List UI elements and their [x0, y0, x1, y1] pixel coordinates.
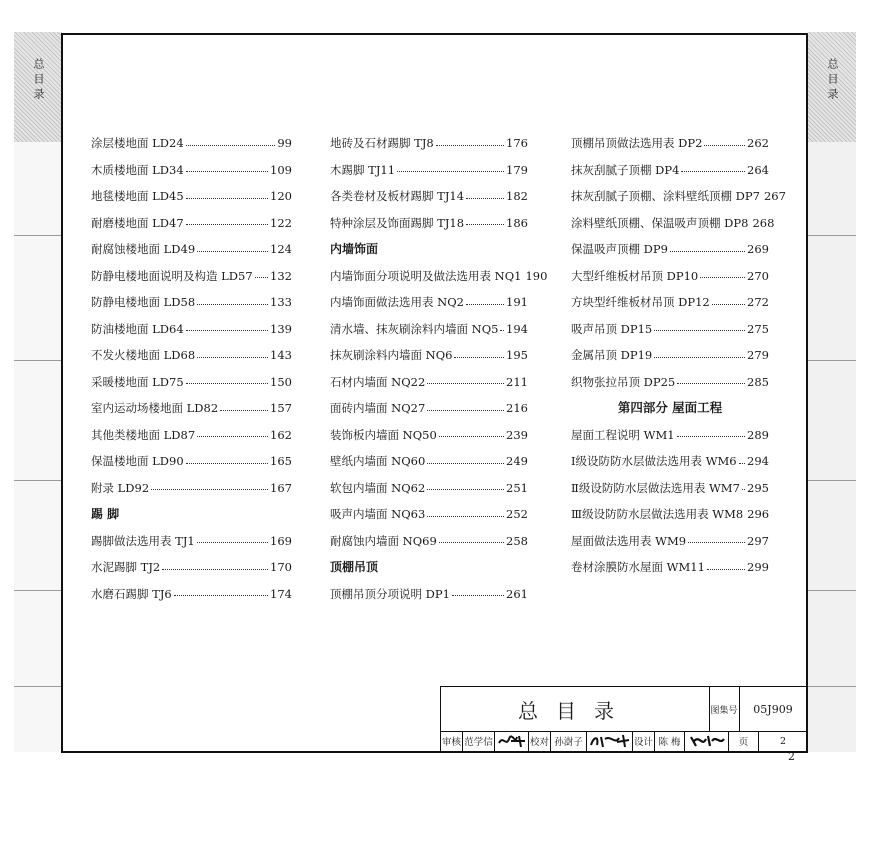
- toc-entry: [330, 501, 528, 528]
- toc-leader-dots: [427, 489, 504, 490]
- toc-leader-dots: [174, 595, 268, 596]
- toc-entry-page: 132: [270, 268, 292, 283]
- toc-leader-dots: [186, 198, 268, 199]
- toc-entry: [330, 475, 528, 502]
- toc-entry-page: 174: [270, 586, 292, 601]
- toc-entry-title: 清水墙、抹灰刷涂料内墙面 NQ5: [330, 321, 499, 336]
- toc-entry: [91, 130, 292, 157]
- toc-leader-dots: [439, 542, 504, 543]
- toc-entry-page: 120: [270, 189, 292, 203]
- toc-leader-dots: [186, 171, 268, 172]
- toc-leader-dots: [197, 304, 268, 305]
- toc-leader-dots: [220, 410, 268, 411]
- toc-entry: [330, 528, 528, 555]
- design-label: 设计: [633, 731, 655, 751]
- toc-leader-dots: [704, 145, 745, 146]
- toc-leader-dots: [439, 436, 504, 437]
- toc-entry-page: 167: [270, 480, 292, 495]
- title-block-top-row: [441, 687, 807, 732]
- toc-entry-title: 织物张拉吊顶 DP25: [571, 374, 676, 389]
- toc-entry-page: 165: [270, 454, 292, 468]
- toc-entry: [571, 130, 769, 157]
- toc-entry-page: 239: [506, 427, 528, 442]
- designer-signature: [685, 731, 729, 751]
- toc-entry-page: 264: [747, 162, 769, 177]
- toc-entry-page: 122: [270, 215, 292, 230]
- toc-entry: [571, 157, 769, 184]
- toc-leader-dots: [397, 171, 504, 172]
- toc-entry-page: 296: [747, 507, 770, 521]
- toc-entry-page: 170: [270, 560, 292, 574]
- toc-leader-dots: [151, 489, 268, 490]
- toc-entry: [571, 316, 769, 343]
- toc-entry-page: 251: [506, 480, 528, 495]
- toc-entry-title: 防静电楼地面 LD58: [91, 295, 196, 309]
- toc-entry-page: 297: [747, 533, 769, 548]
- section-heading: 踢 脚: [91, 507, 120, 521]
- sheet-title: 总目录: [441, 687, 710, 731]
- toc-leader-dots: [677, 383, 745, 384]
- left-tick: [14, 235, 62, 236]
- toc-entry-page: 162: [270, 427, 292, 442]
- toc-entry: [330, 422, 528, 449]
- toc-column-1: [91, 130, 292, 607]
- toc-entry: [571, 475, 769, 502]
- toc-entry: [330, 263, 548, 290]
- toc-leader-dots: [186, 383, 268, 384]
- toc-entry-page: 267: [763, 189, 786, 203]
- toc-leader-dots: [688, 542, 745, 543]
- right-tick: [808, 686, 856, 687]
- toc-entry-page: 150: [270, 374, 292, 389]
- toc-entry-page: 143: [270, 348, 292, 362]
- toc-leader-dots: [654, 330, 745, 331]
- toc-entry: [330, 130, 528, 157]
- toc-leader-dots: [700, 277, 745, 278]
- toc-entry: [91, 342, 292, 369]
- right-side-tab: [808, 32, 856, 142]
- toc-leader-dots: [436, 145, 504, 146]
- toc-entry: [571, 289, 769, 316]
- toc-leader-dots: [454, 357, 504, 358]
- toc-leader-dots: [186, 224, 268, 225]
- toc-leader-dots: [197, 251, 268, 252]
- toc-entry-page: 216: [506, 401, 528, 415]
- toc-entry: [330, 448, 528, 475]
- toc-leader-dots: [186, 463, 268, 464]
- toc-entry: [91, 422, 292, 449]
- checker-name: 孙澍子: [551, 731, 587, 751]
- toc-entry-title: 水磨石踢脚 TJ6: [91, 586, 172, 601]
- toc-entry: [330, 581, 528, 608]
- toc-entry: [330, 395, 528, 422]
- toc-entry: [330, 289, 528, 316]
- toc-entry: [91, 316, 292, 343]
- toc-entry: [330, 342, 528, 369]
- toc-leader-dots: [427, 410, 504, 411]
- designer-name: 陈 梅: [655, 731, 685, 751]
- toc-entry-title: 内墙饰面做法选用表 NQ2: [330, 295, 464, 309]
- toc-entry-title: 防静电楼地面说明及构造 LD57: [91, 268, 253, 283]
- section-heading: 顶棚吊顶: [330, 560, 379, 574]
- toc-entry-title: 吸声内墙面 NQ63: [330, 507, 426, 521]
- page-label: 页: [729, 731, 759, 751]
- toc-entry-title: 水泥踢脚 TJ2: [91, 560, 161, 574]
- toc-entry-title: 抹灰刮腻子顶棚、涂料壁纸顶棚 DP7: [571, 189, 760, 203]
- toc-entry-title: 采暖楼地面 LD75: [91, 374, 184, 389]
- toc-entry-title: 木质楼地面 LD34: [91, 162, 184, 177]
- toc-entry-title: 防油楼地面 LD64: [91, 321, 184, 336]
- toc-entry-title: 抹灰刮腻子顶棚 DP4: [571, 162, 680, 177]
- toc-entry: [571, 501, 769, 528]
- toc-entry-title: 内墙饰面分项说明及做法选用表 NQ1: [330, 268, 522, 283]
- toc-entry: [91, 369, 292, 396]
- toc-leader-dots: [466, 198, 504, 199]
- toc-column-3: [571, 130, 786, 581]
- toc-leader-dots: [197, 542, 268, 543]
- toc-entry-title: 耐腐蚀楼地面 LD49: [91, 242, 196, 256]
- toc-entry: [91, 263, 292, 290]
- toc-entry-page: 261: [506, 586, 528, 601]
- toc-entry: [91, 475, 292, 502]
- toc-entry-page: 211: [506, 374, 528, 389]
- toc-entry-page: 124: [270, 242, 292, 256]
- toc-column-2: [330, 130, 548, 607]
- toc-leader-dots: [186, 330, 268, 331]
- toc-leader-dots: [677, 436, 745, 437]
- toc-leader-dots: [427, 383, 504, 384]
- toc-entry: [571, 210, 775, 237]
- left-tick: [14, 590, 62, 591]
- toc-entry-page: 299: [747, 560, 769, 574]
- toc-leader-dots: [427, 463, 504, 464]
- toc-leader-dots: [670, 251, 745, 252]
- toc-entry: [571, 263, 769, 290]
- toc-entry: [91, 236, 292, 263]
- toc-leader-dots: [197, 357, 268, 358]
- toc-entry-title: Ⅱ级设防防水层做法选用表 WM7: [571, 480, 740, 495]
- toc-entry-title: 各类卷材及板材踢脚 TJ14: [330, 189, 465, 203]
- toc-leader-dots: [712, 304, 745, 305]
- toc-entry-page: 252: [506, 507, 528, 521]
- sheet-page-number: 2: [788, 750, 795, 763]
- toc-entry: [571, 183, 786, 210]
- toc-entry-page: 270: [747, 268, 769, 283]
- toc-entry-title: 顶棚吊顶做法选用表 DP2: [571, 136, 703, 150]
- toc-entry-page: 258: [506, 533, 528, 548]
- toc-entry-page: 269: [747, 242, 769, 256]
- toc-entry: [571, 236, 769, 263]
- toc-entry-page: 295: [747, 480, 769, 495]
- toc-entry-page: 279: [747, 348, 769, 362]
- toc-entry-title: 耐腐蚀内墙面 NQ69: [330, 533, 437, 548]
- page-number: 2: [779, 735, 787, 747]
- toc-entry-page: 294: [747, 454, 769, 468]
- toc-entry-title: 木踢脚 TJ11: [330, 162, 396, 177]
- toc-entry-title: 涂层楼地面 LD24: [91, 136, 184, 150]
- toc-leader-dots: [466, 224, 504, 225]
- toc-entry-title: 踢脚做法选用表 TJ1: [91, 533, 195, 548]
- toc-entry: [330, 369, 528, 396]
- toc-entry-title: 大型纤维板材吊顶 DP10: [571, 268, 699, 283]
- toc-entry-page: 195: [506, 348, 528, 362]
- toc-leader-dots: [742, 489, 745, 490]
- toc-entry-title: 地砖及石材踢脚 TJ8: [330, 136, 434, 150]
- toc-entry-title: 保温楼地面 LD90: [91, 454, 184, 468]
- toc-leader-dots: [500, 330, 504, 331]
- toc-entry-title: 室内运动场楼地面 LD82: [91, 401, 219, 415]
- right-tick: [808, 590, 856, 591]
- toc-entry: [330, 210, 528, 237]
- toc-leader-dots: [427, 516, 504, 517]
- toc-entry-title: 金属吊顶 DP19: [571, 348, 653, 362]
- right-tick: [808, 235, 856, 236]
- toc-entry-page: 249: [506, 454, 528, 468]
- toc-entry: [330, 183, 528, 210]
- toc-entry: [91, 581, 292, 608]
- reviewer-signature: [495, 731, 529, 751]
- toc-leader-dots: [739, 463, 745, 464]
- toc-entry-page: 182: [506, 189, 528, 203]
- toc-entry-page: 194: [506, 321, 528, 336]
- left-margin-shade: [14, 142, 62, 752]
- toc-entry-title: 耐磨楼地面 LD47: [91, 215, 184, 230]
- toc-entry-page: 179: [506, 162, 528, 177]
- toc-entry-title: 屋面工程说明 WM1: [571, 427, 675, 442]
- toc-entry-page: 275: [747, 321, 769, 336]
- toc-entry: [91, 157, 292, 184]
- toc-entry-title: 装饰板内墙面 NQ50: [330, 427, 437, 442]
- toc-entry: [91, 395, 292, 422]
- toc-leader-dots: [466, 304, 504, 305]
- toc-entry-title: 附录 LD92: [91, 480, 150, 495]
- toc-entry: [571, 554, 769, 581]
- toc-entry-page: 169: [270, 533, 292, 548]
- toc-entry: [91, 554, 292, 581]
- toc-entry-title: 涂料壁纸顶棚、保温吸声顶棚 DP8: [571, 215, 749, 230]
- checker-signature: [587, 731, 633, 751]
- left-tick: [14, 480, 62, 481]
- section-heading: 内墙饰面: [330, 242, 379, 256]
- toc-leader-dots: [255, 277, 268, 278]
- toc-entry-page: 262: [747, 136, 769, 150]
- toc-entry-title: 其他类楼地面 LD87: [91, 427, 196, 442]
- toc-leader-dots: [452, 595, 504, 596]
- toc-entry-page: 157: [270, 401, 292, 415]
- toc-entry-page: 109: [270, 162, 292, 177]
- toc-entry-title: 保温吸声顶棚 DP9: [571, 242, 668, 256]
- toc-leader-dots: [162, 569, 268, 570]
- toc-entry: [571, 448, 769, 475]
- toc-entry-title: 壁纸内墙面 NQ60: [330, 454, 426, 468]
- toc-entry: [91, 183, 292, 210]
- toc-entry: [571, 528, 769, 555]
- review-label: 审核: [441, 731, 463, 751]
- toc-entry-title: 抹灰刷涂料内墙面 NQ6: [330, 348, 453, 362]
- toc-entry-page: 268: [752, 215, 775, 230]
- toc-entry-page: 190: [525, 268, 548, 283]
- right-tick: [808, 480, 856, 481]
- toc-entry-title: Ⅲ级设防防水层做法选用表 WM8: [571, 507, 744, 521]
- toc-entry: [91, 528, 292, 555]
- toc-entry-title: 软包内墙面 NQ62: [330, 480, 426, 495]
- atlas-number: 05J909: [753, 702, 793, 716]
- toc-entry-title: Ⅰ级设防防水层做法选用表 WM6: [571, 454, 737, 468]
- left-tick: [14, 360, 62, 361]
- toc-entry-page: 99: [277, 136, 292, 150]
- toc-leader-dots: [707, 569, 745, 570]
- toc-entry: [571, 342, 769, 369]
- title-block-signature-row: [441, 731, 807, 751]
- toc-entry-page: 139: [270, 321, 292, 336]
- toc-leader-dots: [197, 436, 268, 437]
- right-side-tab-label: 总目录: [826, 58, 839, 103]
- toc-entry-title: 方块型纤维板材吊顶 DP12: [571, 295, 710, 309]
- atlas-number-label: 图集号: [709, 687, 740, 731]
- right-tick: [808, 360, 856, 361]
- toc-entry-title: 石材内墙面 NQ22: [330, 374, 426, 389]
- toc-entry: [330, 157, 528, 184]
- left-side-tab-label: 总目录: [32, 58, 45, 103]
- toc-entry-page: 272: [747, 295, 769, 309]
- toc-entry: [330, 316, 528, 343]
- toc-entry-page: 285: [747, 374, 769, 389]
- toc-entry: [91, 210, 292, 237]
- toc-entry: [91, 289, 292, 316]
- toc-entry: [571, 369, 769, 396]
- toc-entry-title: 屋面做法选用表 WM9: [571, 533, 687, 548]
- left-side-tab: [14, 32, 62, 142]
- toc-entry-title: 地毯楼地面 LD45: [91, 189, 184, 203]
- toc-entry-title: 不发火楼地面 LD68: [91, 348, 196, 362]
- toc-leader-dots: [654, 357, 745, 358]
- toc-entry-title: 吸声吊顶 DP15: [571, 321, 653, 336]
- check-label: 校对: [529, 731, 551, 751]
- toc-entry-title: 特种涂层及饰面踢脚 TJ18: [330, 215, 465, 230]
- toc-leader-dots: [186, 145, 276, 146]
- reviewer-name: 范学信: [463, 731, 495, 751]
- title-block: [440, 686, 808, 752]
- left-tick: [14, 686, 62, 687]
- toc-leader-dots: [681, 171, 745, 172]
- toc-entry-title: 卷材涂膜防水屋面 WM11: [571, 560, 705, 574]
- toc-entry: [91, 448, 292, 475]
- toc-entry-page: 289: [747, 427, 769, 442]
- toc-entry: [571, 422, 769, 449]
- toc-entry-page: 133: [270, 295, 292, 309]
- part-heading: 第四部分 屋面工程: [617, 400, 723, 415]
- toc-entry-page: 186: [506, 215, 528, 230]
- toc-entry-title: 面砖内墙面 NQ27: [330, 401, 426, 415]
- toc-entry-page: 191: [506, 295, 528, 309]
- toc-entry-page: 176: [506, 136, 528, 150]
- right-margin-shade: [808, 142, 856, 752]
- toc-entry-title: 顶棚吊顶分项说明 DP1: [330, 586, 450, 601]
